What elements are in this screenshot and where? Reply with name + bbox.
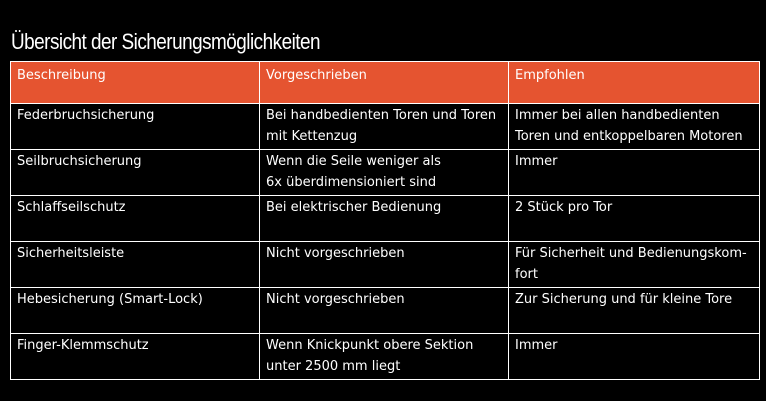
cell-required: Nicht vorgeschrieben (260, 288, 509, 334)
cell-required: Wenn die Seile weniger als 6x überdimensioniert sind (260, 150, 509, 196)
column-header-description: Beschreibung (11, 62, 260, 104)
cell-description: Sicherheitsleiste (11, 242, 260, 288)
column-header-required: Vorgeschrieben (260, 62, 509, 104)
cell-description: Hebesicherung (Smart-Lock) (11, 288, 260, 334)
cell-recommended: Immer (509, 334, 760, 380)
cell-description: Schlaffseilschutz (11, 196, 260, 242)
cell-recommended: Immer bei allen handbedienten Toren und entkoppelbaren Motoren (509, 104, 760, 150)
table-row (11, 196, 760, 242)
cell-required: Bei handbedienten Toren und Toren mit Kettenzug (260, 104, 509, 150)
table-row (11, 288, 760, 334)
table-header-row (11, 62, 760, 104)
cell-description: Seilbruchsicherung (11, 150, 260, 196)
table-row (11, 242, 760, 288)
safety-options-table (10, 61, 760, 380)
cell-description: Federbruchsicherung (11, 104, 260, 150)
page-title: Übersicht der Sicherungsmöglichkeiten (11, 29, 321, 54)
table-row (11, 150, 760, 196)
table-row (11, 104, 760, 150)
cell-required: Nicht vorgeschrieben (260, 242, 509, 288)
cell-required: Bei elektrischer Bedienung (260, 196, 509, 242)
cell-required: Wenn Knickpunkt obere Sektion unter 2500 mm liegt (260, 334, 509, 380)
column-header-recommended: Empfohlen (509, 62, 760, 104)
cell-recommended: Immer (509, 150, 760, 196)
cell-recommended: Für Sicherheit und Bedienungskom- fort (509, 242, 760, 288)
cell-description: Finger-Klemmschutz (11, 334, 260, 380)
cell-recommended: Zur Sicherung und für kleine Tore (509, 288, 760, 334)
cell-recommended: 2 Stück pro Tor (509, 196, 760, 242)
table-row (11, 334, 760, 380)
